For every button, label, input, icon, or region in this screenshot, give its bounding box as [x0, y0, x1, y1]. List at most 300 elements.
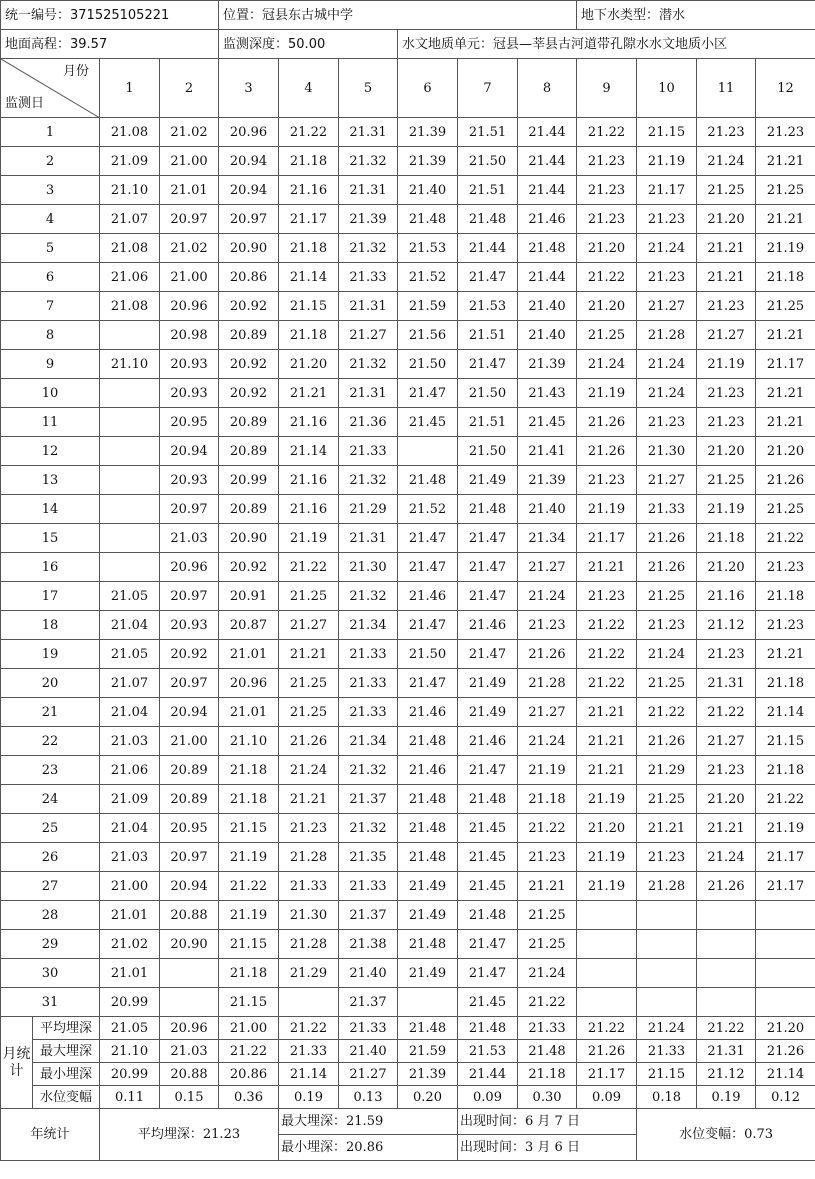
value-cell: 20.97 [160, 582, 219, 611]
value-cell: 21.33 [339, 698, 398, 727]
value-cell: 21.49 [458, 669, 518, 698]
value-cell: 21.01 [219, 640, 279, 669]
value-cell: 21.21 [756, 640, 815, 669]
month-header: 9 [577, 59, 637, 118]
value-cell: 21.15 [756, 727, 815, 756]
value-cell: 21.15 [219, 930, 279, 959]
value-cell: 21.21 [697, 234, 756, 263]
value-cell: 21.00 [160, 147, 219, 176]
value-cell: 21.45 [458, 814, 518, 843]
value-cell: 21.30 [339, 553, 398, 582]
value-cell: 21.40 [518, 321, 577, 350]
value-cell: 20.86 [219, 263, 279, 292]
value-cell: 21.22 [577, 118, 637, 147]
value-cell [697, 959, 756, 988]
value-cell [100, 466, 160, 495]
value-cell [160, 959, 219, 988]
value-cell: 21.18 [219, 785, 279, 814]
table-row [1, 408, 815, 437]
value-cell: 21.49 [458, 698, 518, 727]
stat-value: 21.05 [100, 1017, 160, 1040]
value-cell: 20.97 [160, 495, 219, 524]
value-cell: 21.20 [577, 234, 637, 263]
ground-elevation: 地面高程：39.57 [1, 30, 219, 59]
annual-range: 水位变幅：0.73 [637, 1109, 815, 1161]
value-cell: 21.03 [100, 843, 160, 872]
value-cell: 21.24 [518, 582, 577, 611]
value-cell [100, 437, 160, 466]
month-header: 12 [756, 59, 815, 118]
value-cell: 20.90 [160, 930, 219, 959]
value-cell: 21.47 [458, 263, 518, 292]
day-cell: 1 [1, 118, 100, 147]
value-cell: 21.00 [160, 263, 219, 292]
value-cell: 21.19 [577, 785, 637, 814]
value-cell [577, 901, 637, 930]
value-cell: 21.50 [398, 350, 458, 379]
stat-value: 21.39 [398, 1063, 458, 1086]
value-cell: 21.06 [100, 756, 160, 785]
value-cell: 21.21 [697, 814, 756, 843]
value-cell: 21.23 [637, 408, 697, 437]
stat-value: 0.09 [458, 1086, 518, 1109]
day-cell: 7 [1, 292, 100, 321]
value-cell: 21.20 [279, 350, 339, 379]
value-cell: 21.40 [339, 959, 398, 988]
value-cell: 21.51 [458, 321, 518, 350]
value-cell: 21.33 [637, 495, 697, 524]
value-cell: 21.46 [398, 756, 458, 785]
value-cell: 20.99 [100, 988, 160, 1017]
value-cell: 21.23 [518, 611, 577, 640]
stat-name: 平均埋深 [33, 1017, 100, 1040]
stat-value: 0.11 [100, 1086, 160, 1109]
stat-value: 21.40 [339, 1040, 398, 1063]
value-cell: 21.20 [577, 292, 637, 321]
value-cell: 21.23 [637, 263, 697, 292]
value-cell: 21.47 [398, 553, 458, 582]
value-cell: 21.01 [100, 959, 160, 988]
value-cell: 21.20 [577, 814, 637, 843]
day-cell: 27 [1, 872, 100, 901]
value-cell: 21.16 [697, 582, 756, 611]
value-cell: 21.22 [577, 263, 637, 292]
value-cell: 21.18 [219, 756, 279, 785]
value-cell: 21.20 [756, 437, 815, 466]
value-cell: 21.44 [518, 263, 577, 292]
value-cell: 21.32 [339, 582, 398, 611]
value-cell: 21.29 [339, 495, 398, 524]
table-row [1, 553, 815, 582]
stat-value: 21.48 [398, 1017, 458, 1040]
value-cell: 21.19 [697, 350, 756, 379]
value-cell: 21.23 [279, 814, 339, 843]
value-cell: 21.24 [637, 350, 697, 379]
value-cell: 21.24 [518, 959, 577, 988]
value-cell: 21.19 [577, 843, 637, 872]
value-cell: 21.48 [458, 901, 518, 930]
month-header: 2 [160, 59, 219, 118]
value-cell [100, 553, 160, 582]
value-cell: 21.23 [577, 176, 637, 205]
value-cell: 20.97 [160, 669, 219, 698]
value-cell: 21.23 [697, 118, 756, 147]
stat-value: 21.26 [577, 1040, 637, 1063]
value-cell: 21.38 [339, 930, 398, 959]
value-cell: 21.52 [398, 263, 458, 292]
value-cell: 20.90 [219, 234, 279, 263]
stat-value: 21.53 [458, 1040, 518, 1063]
value-cell: 21.26 [697, 872, 756, 901]
value-cell: 21.22 [756, 785, 815, 814]
day-cell: 28 [1, 901, 100, 930]
annual-max-time: 出现时间：6 月 7 日 [458, 1109, 637, 1135]
value-cell: 21.32 [339, 350, 398, 379]
stat-value: 21.59 [398, 1040, 458, 1063]
value-cell: 21.04 [100, 814, 160, 843]
table-row [1, 988, 815, 1017]
value-cell: 21.27 [697, 321, 756, 350]
value-cell: 21.45 [518, 408, 577, 437]
value-cell: 21.51 [458, 176, 518, 205]
value-cell: 20.96 [160, 553, 219, 582]
value-cell: 21.23 [577, 582, 637, 611]
value-cell: 21.24 [577, 350, 637, 379]
day-cell: 25 [1, 814, 100, 843]
value-cell: 21.17 [577, 524, 637, 553]
value-cell: 21.18 [279, 147, 339, 176]
table-row [1, 611, 815, 640]
value-cell: 21.53 [398, 234, 458, 263]
value-cell: 21.23 [756, 611, 815, 640]
value-cell: 21.27 [339, 321, 398, 350]
value-cell: 21.44 [518, 118, 577, 147]
value-cell [697, 988, 756, 1017]
value-cell: 21.48 [398, 930, 458, 959]
value-cell [398, 988, 458, 1017]
table-row [1, 205, 815, 234]
value-cell: 21.22 [518, 988, 577, 1017]
value-cell: 21.32 [339, 466, 398, 495]
value-cell: 21.31 [339, 379, 398, 408]
value-cell: 20.96 [160, 292, 219, 321]
value-cell: 21.23 [697, 408, 756, 437]
value-cell: 21.25 [518, 901, 577, 930]
stat-value: 0.18 [637, 1086, 697, 1109]
value-cell: 21.48 [398, 814, 458, 843]
hydro-unit: 水文地质单元：冠县—莘县古河道带孔隙水水文地质小区 [398, 30, 815, 59]
month-header: 10 [637, 59, 697, 118]
value-cell: 21.45 [458, 872, 518, 901]
day-cell: 30 [1, 959, 100, 988]
value-cell: 21.48 [398, 785, 458, 814]
value-cell: 21.31 [339, 176, 398, 205]
value-cell: 21.04 [100, 611, 160, 640]
day-cell: 24 [1, 785, 100, 814]
table-row [1, 263, 815, 292]
value-cell: 21.44 [458, 234, 518, 263]
annual-min-time: 出现时间：3 月 6 日 [458, 1135, 637, 1161]
value-cell: 21.30 [279, 901, 339, 930]
value-cell: 21.53 [458, 292, 518, 321]
value-cell: 21.48 [458, 205, 518, 234]
value-cell: 21.56 [398, 321, 458, 350]
value-cell: 21.18 [756, 756, 815, 785]
value-cell: 21.28 [518, 669, 577, 698]
value-cell [637, 901, 697, 930]
value-cell: 21.10 [100, 350, 160, 379]
value-cell: 20.89 [160, 756, 219, 785]
table-row [1, 350, 815, 379]
value-cell: 20.93 [160, 379, 219, 408]
stat-value: 20.96 [160, 1017, 219, 1040]
value-cell [577, 930, 637, 959]
day-cell: 17 [1, 582, 100, 611]
value-cell: 21.32 [339, 234, 398, 263]
value-cell: 21.33 [339, 640, 398, 669]
value-cell: 21.31 [697, 669, 756, 698]
value-cell: 21.05 [100, 640, 160, 669]
value-cell: 21.50 [398, 640, 458, 669]
day-cell: 14 [1, 495, 100, 524]
value-cell: 21.25 [577, 321, 637, 350]
stat-value: 21.48 [518, 1040, 577, 1063]
corner-header [1, 59, 100, 118]
value-cell [697, 901, 756, 930]
value-cell [160, 988, 219, 1017]
value-cell: 21.18 [756, 582, 815, 611]
value-cell: 21.21 [518, 872, 577, 901]
value-cell: 21.19 [219, 843, 279, 872]
stat-value: 21.24 [637, 1017, 697, 1040]
value-cell: 21.21 [279, 785, 339, 814]
value-cell: 21.22 [577, 669, 637, 698]
value-cell: 21.10 [219, 727, 279, 756]
day-cell: 15 [1, 524, 100, 553]
value-cell: 21.51 [458, 408, 518, 437]
value-cell: 21.19 [697, 495, 756, 524]
value-cell: 20.97 [219, 205, 279, 234]
value-cell: 21.18 [518, 785, 577, 814]
table-row [1, 698, 815, 727]
station-id: 统一编号：371525105221 [1, 1, 219, 30]
stat-value: 21.27 [339, 1063, 398, 1086]
value-cell: 21.24 [697, 843, 756, 872]
value-cell: 21.14 [756, 698, 815, 727]
table-row [1, 756, 815, 785]
stat-row [1, 1063, 815, 1086]
value-cell: 21.17 [637, 176, 697, 205]
day-cell: 13 [1, 466, 100, 495]
value-cell: 21.16 [279, 408, 339, 437]
value-cell: 20.93 [160, 611, 219, 640]
stat-value: 0.13 [339, 1086, 398, 1109]
value-cell: 21.22 [279, 553, 339, 582]
value-cell: 21.07 [100, 205, 160, 234]
annual-min: 最小埋深：20.86 [279, 1135, 458, 1161]
value-cell: 21.06 [100, 263, 160, 292]
month-header: 11 [697, 59, 756, 118]
value-cell: 21.48 [398, 727, 458, 756]
value-cell: 21.14 [279, 263, 339, 292]
stat-value: 21.26 [756, 1040, 815, 1063]
value-cell: 21.45 [398, 408, 458, 437]
value-cell: 21.16 [279, 495, 339, 524]
value-cell: 21.49 [458, 466, 518, 495]
value-cell: 20.91 [219, 582, 279, 611]
value-cell: 20.94 [160, 437, 219, 466]
value-cell [637, 988, 697, 1017]
value-cell: 21.47 [398, 669, 458, 698]
value-cell: 21.47 [398, 379, 458, 408]
value-cell: 21.50 [458, 379, 518, 408]
value-cell: 21.49 [398, 959, 458, 988]
table-row [1, 640, 815, 669]
day-cell: 26 [1, 843, 100, 872]
value-cell: 20.95 [160, 408, 219, 437]
value-cell: 21.48 [398, 205, 458, 234]
value-cell: 21.19 [577, 495, 637, 524]
groundwater-type: 地下水类型：潜水 [577, 1, 815, 30]
day-cell: 11 [1, 408, 100, 437]
value-cell: 21.26 [577, 437, 637, 466]
stat-value: 21.14 [279, 1063, 339, 1086]
value-cell [279, 988, 339, 1017]
value-cell: 21.23 [756, 553, 815, 582]
value-cell: 21.23 [756, 118, 815, 147]
value-cell: 21.47 [458, 930, 518, 959]
value-cell: 21.24 [637, 379, 697, 408]
value-cell: 21.15 [219, 988, 279, 1017]
stat-value: 20.88 [160, 1063, 219, 1086]
value-cell: 21.33 [339, 872, 398, 901]
value-cell: 21.24 [637, 234, 697, 263]
day-cell: 5 [1, 234, 100, 263]
value-cell: 21.02 [160, 118, 219, 147]
value-cell: 21.20 [697, 205, 756, 234]
value-cell: 21.40 [398, 176, 458, 205]
value-cell: 21.23 [577, 466, 637, 495]
value-cell: 21.52 [398, 495, 458, 524]
value-cell: 21.34 [339, 727, 398, 756]
month-axis-label: 月份 [62, 64, 89, 79]
value-cell: 21.21 [756, 205, 815, 234]
value-cell: 21.19 [518, 756, 577, 785]
value-cell: 21.51 [458, 118, 518, 147]
table-row [1, 118, 815, 147]
value-cell: 21.23 [518, 843, 577, 872]
value-cell: 21.47 [458, 582, 518, 611]
value-cell: 21.46 [458, 611, 518, 640]
value-cell: 21.26 [637, 524, 697, 553]
value-cell: 21.22 [697, 698, 756, 727]
stat-value: 0.19 [279, 1086, 339, 1109]
day-cell: 21 [1, 698, 100, 727]
month-header: 8 [518, 59, 577, 118]
value-cell: 21.26 [577, 408, 637, 437]
stat-value: 21.33 [279, 1040, 339, 1063]
value-cell: 21.30 [637, 437, 697, 466]
value-cell: 20.92 [219, 553, 279, 582]
table-row [1, 814, 815, 843]
value-cell: 21.25 [756, 292, 815, 321]
value-cell: 21.48 [458, 495, 518, 524]
value-cell: 21.23 [637, 611, 697, 640]
value-cell: 21.25 [279, 698, 339, 727]
annual-label: 年统计 [1, 1109, 100, 1161]
value-cell: 21.23 [577, 205, 637, 234]
value-cell: 21.18 [279, 234, 339, 263]
value-cell: 21.08 [100, 118, 160, 147]
value-cell: 21.08 [100, 234, 160, 263]
value-cell: 21.12 [697, 611, 756, 640]
value-cell: 21.15 [219, 814, 279, 843]
value-cell: 20.93 [160, 466, 219, 495]
value-cell: 21.17 [756, 872, 815, 901]
value-cell: 21.10 [100, 176, 160, 205]
stat-value: 0.20 [398, 1086, 458, 1109]
value-cell: 21.22 [518, 814, 577, 843]
value-cell: 20.94 [160, 872, 219, 901]
stat-value: 21.33 [637, 1040, 697, 1063]
table-row [1, 176, 815, 205]
value-cell: 21.17 [756, 843, 815, 872]
stat-value: 21.22 [577, 1017, 637, 1040]
value-cell: 21.46 [458, 727, 518, 756]
value-cell: 21.22 [219, 872, 279, 901]
annual-avg: 平均埋深：21.23 [100, 1109, 279, 1161]
value-cell: 21.04 [100, 698, 160, 727]
value-cell: 21.49 [398, 872, 458, 901]
value-cell [100, 321, 160, 350]
value-cell: 21.21 [577, 553, 637, 582]
value-cell: 21.16 [279, 466, 339, 495]
value-cell: 21.47 [458, 553, 518, 582]
value-cell: 21.35 [339, 843, 398, 872]
stat-value: 20.86 [219, 1063, 279, 1086]
annual-row [1, 1109, 815, 1135]
value-cell: 21.19 [756, 814, 815, 843]
value-cell [100, 495, 160, 524]
value-cell: 21.20 [697, 437, 756, 466]
stat-value: 21.00 [219, 1017, 279, 1040]
month-header: 7 [458, 59, 518, 118]
value-cell: 21.47 [398, 611, 458, 640]
value-cell: 20.97 [160, 843, 219, 872]
table-row [1, 466, 815, 495]
value-cell: 21.23 [697, 379, 756, 408]
value-cell: 21.37 [339, 988, 398, 1017]
value-cell: 21.59 [398, 292, 458, 321]
stat-value: 0.15 [160, 1086, 219, 1109]
value-cell: 21.26 [279, 727, 339, 756]
value-cell: 21.19 [756, 234, 815, 263]
stat-value: 0.19 [697, 1086, 756, 1109]
value-cell [756, 988, 815, 1017]
value-cell: 21.37 [339, 785, 398, 814]
value-cell: 20.90 [219, 524, 279, 553]
stat-value: 0.36 [219, 1086, 279, 1109]
table-row [1, 437, 815, 466]
value-cell [398, 437, 458, 466]
stat-value: 0.12 [756, 1086, 815, 1109]
stat-name: 最小埋深 [33, 1063, 100, 1086]
value-cell: 20.93 [160, 350, 219, 379]
value-cell: 21.45 [458, 988, 518, 1017]
value-cell: 21.21 [756, 408, 815, 437]
day-cell: 20 [1, 669, 100, 698]
value-cell: 21.15 [637, 118, 697, 147]
